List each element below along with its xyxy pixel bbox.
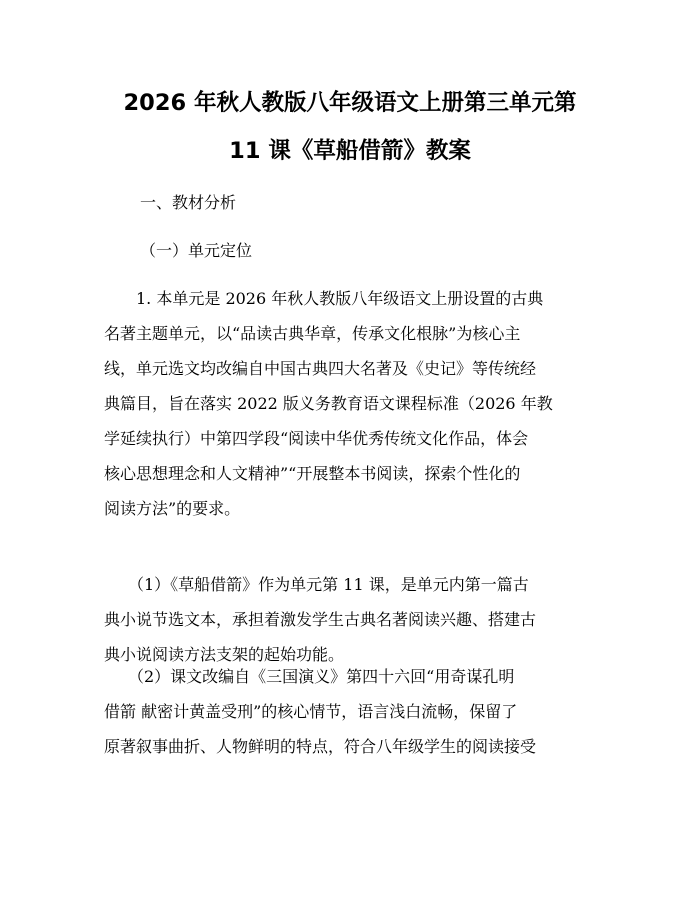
paragraph-line: 原著叙事曲折、人物鲜明的特点，符合八年级学生的阅读接受 [104,737,537,756]
section-heading-teaching-material-analysis: 一、教材分析 [140,193,237,212]
paragraph-line: （1）《草船借箭》作为单元第 11 课，是单元内第一篇古 [104,575,529,594]
paragraph-line: 借箭 献密计黄盖受刑”的核心情节，语言浅白流畅，保留了 [104,702,518,721]
paragraph-line: （2）课文改编自《三国演义》第四十六回“用奇谋孔明 [104,667,515,686]
paragraph-line: 典小说节选文本，承担着激发学生古典名著阅读兴趣、搭建古 [104,610,537,629]
paragraph-line: 典篇目，旨在落实 2022 版义务教育语文课程标准（2026 年教 [104,394,553,413]
paragraph-text-source [104,659,598,764]
paragraph-line: 学延续执行）中第四学段“阅读中华优秀传统文化作品，体会 [104,429,529,448]
paragraph-unit-overview [104,281,598,526]
document-title-line-1: 2026 年秋人教版八年级语文上册第三单元第 [123,90,577,116]
paragraph-line: 1. 本单元是 2026 年秋人教版八年级语文上册设置的古典 [104,289,544,308]
paragraph-line: 核心思想理念和人文精神”“开展整本书阅读，探索个性化的 [104,464,521,483]
paragraph-line: 阅读方法”的要求。 [104,499,241,518]
paragraph-lesson-role [104,567,598,672]
document-title-line-2: 11 课《草船借箭》教案 [229,138,471,164]
subsection-heading-unit-positioning: （一）单元定位 [140,241,253,260]
paragraph-line: 典小说阅读方法支架的起始功能。 [104,645,345,664]
paragraph-line: 名著主题单元，以“品读古典华章，传承文化根脉”为核心主 [104,324,521,343]
paragraph-line: 线，单元选文均改编自中国古典四大名著及《史记》等传统经 [104,359,537,378]
